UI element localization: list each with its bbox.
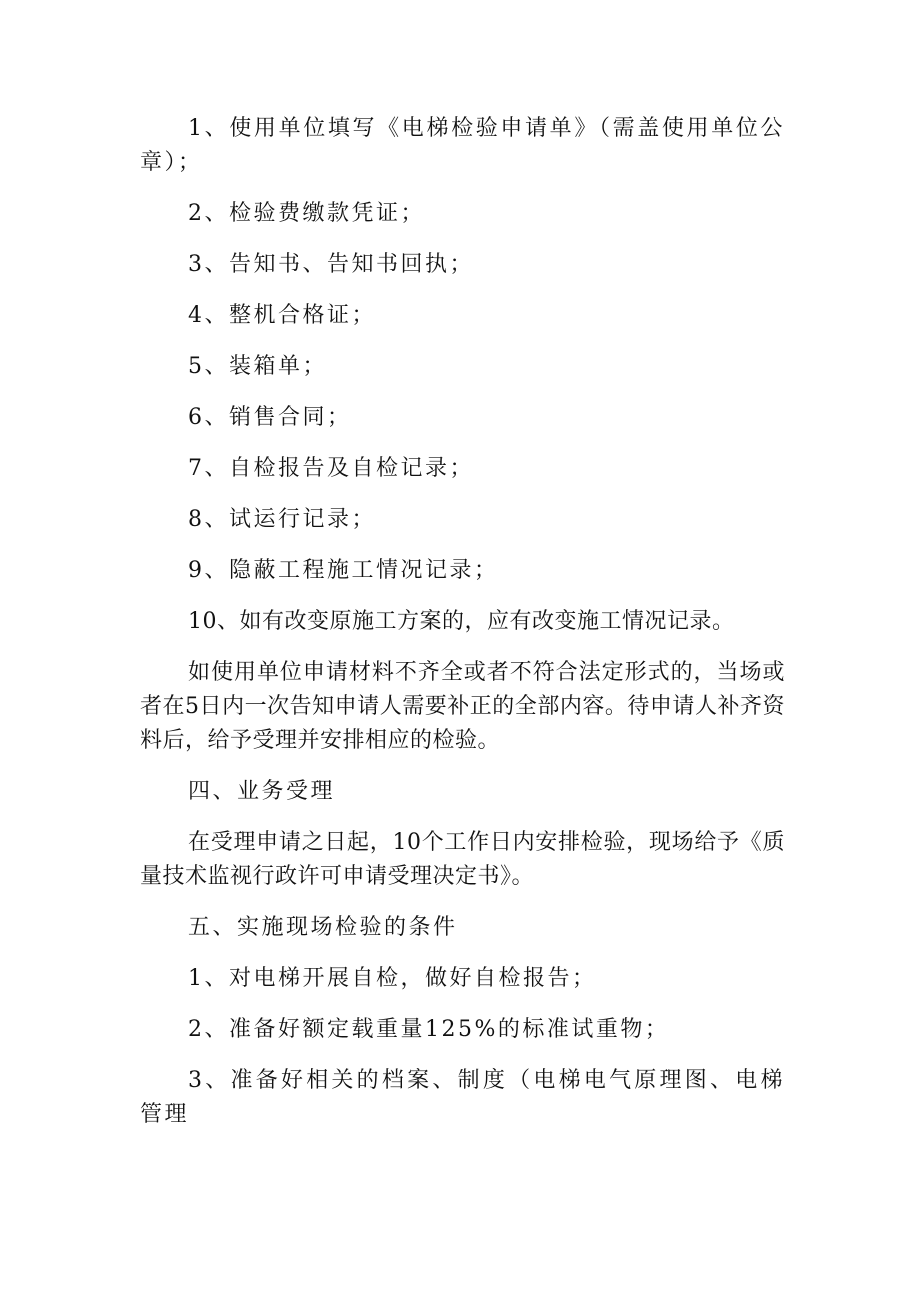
paragraph-item-9: 9、隐蔽工程施工情况记录； [188, 558, 499, 583]
paragraph-item-4: 4、整机合格证； [188, 303, 376, 328]
paragraph-item-2: 2、检验费缴款凭证； [188, 201, 425, 226]
section-heading-business-acceptance: 四、业务受理 [188, 779, 336, 804]
paragraph-acceptance-timeline: 在受理申请之日起，10个工作日内安排检验，现场给予《质量技术监视行政许可申请受理决定书》。 [140, 830, 785, 889]
paragraph-item-8: 8、试运行记录； [188, 507, 376, 532]
paragraph-item-1: 1、使用单位填写《电梯检验申请单》（需盖使用单位公章）； [140, 116, 785, 175]
document-body [140, 112, 785, 1149]
condition-item-3: 3、准备好相关的档案、制度（电梯电气原理图、电梯管理 [140, 1068, 785, 1127]
paragraph-item-3: 3、告知书、告知书回执； [188, 252, 474, 277]
paragraph-item-10: 10、如有改变原施工方案的，应有改变施工情况记录。 [188, 609, 735, 634]
condition-item-1: 1、对电梯开展自检，做好自检报告； [188, 966, 597, 991]
section-heading-inspection-conditions: 五、实施现场检验的条件 [188, 915, 458, 940]
paragraph-item-7: 7、自检报告及自检记录； [188, 456, 474, 481]
paragraph-incomplete-materials: 如使用单位申请材料不齐全或者不符合法定形式的，当场或者在5日内一次告知申请人需要补正的全部内容。待申请人补齐资料后，给予受理并安排相应的检验。 [140, 660, 785, 753]
paragraph-item-5: 5、装箱单； [188, 354, 327, 379]
paragraph-item-6: 6、销售合同； [188, 405, 352, 430]
condition-item-2: 2、准备好额定载重量125%的标准试重物； [188, 1017, 670, 1042]
